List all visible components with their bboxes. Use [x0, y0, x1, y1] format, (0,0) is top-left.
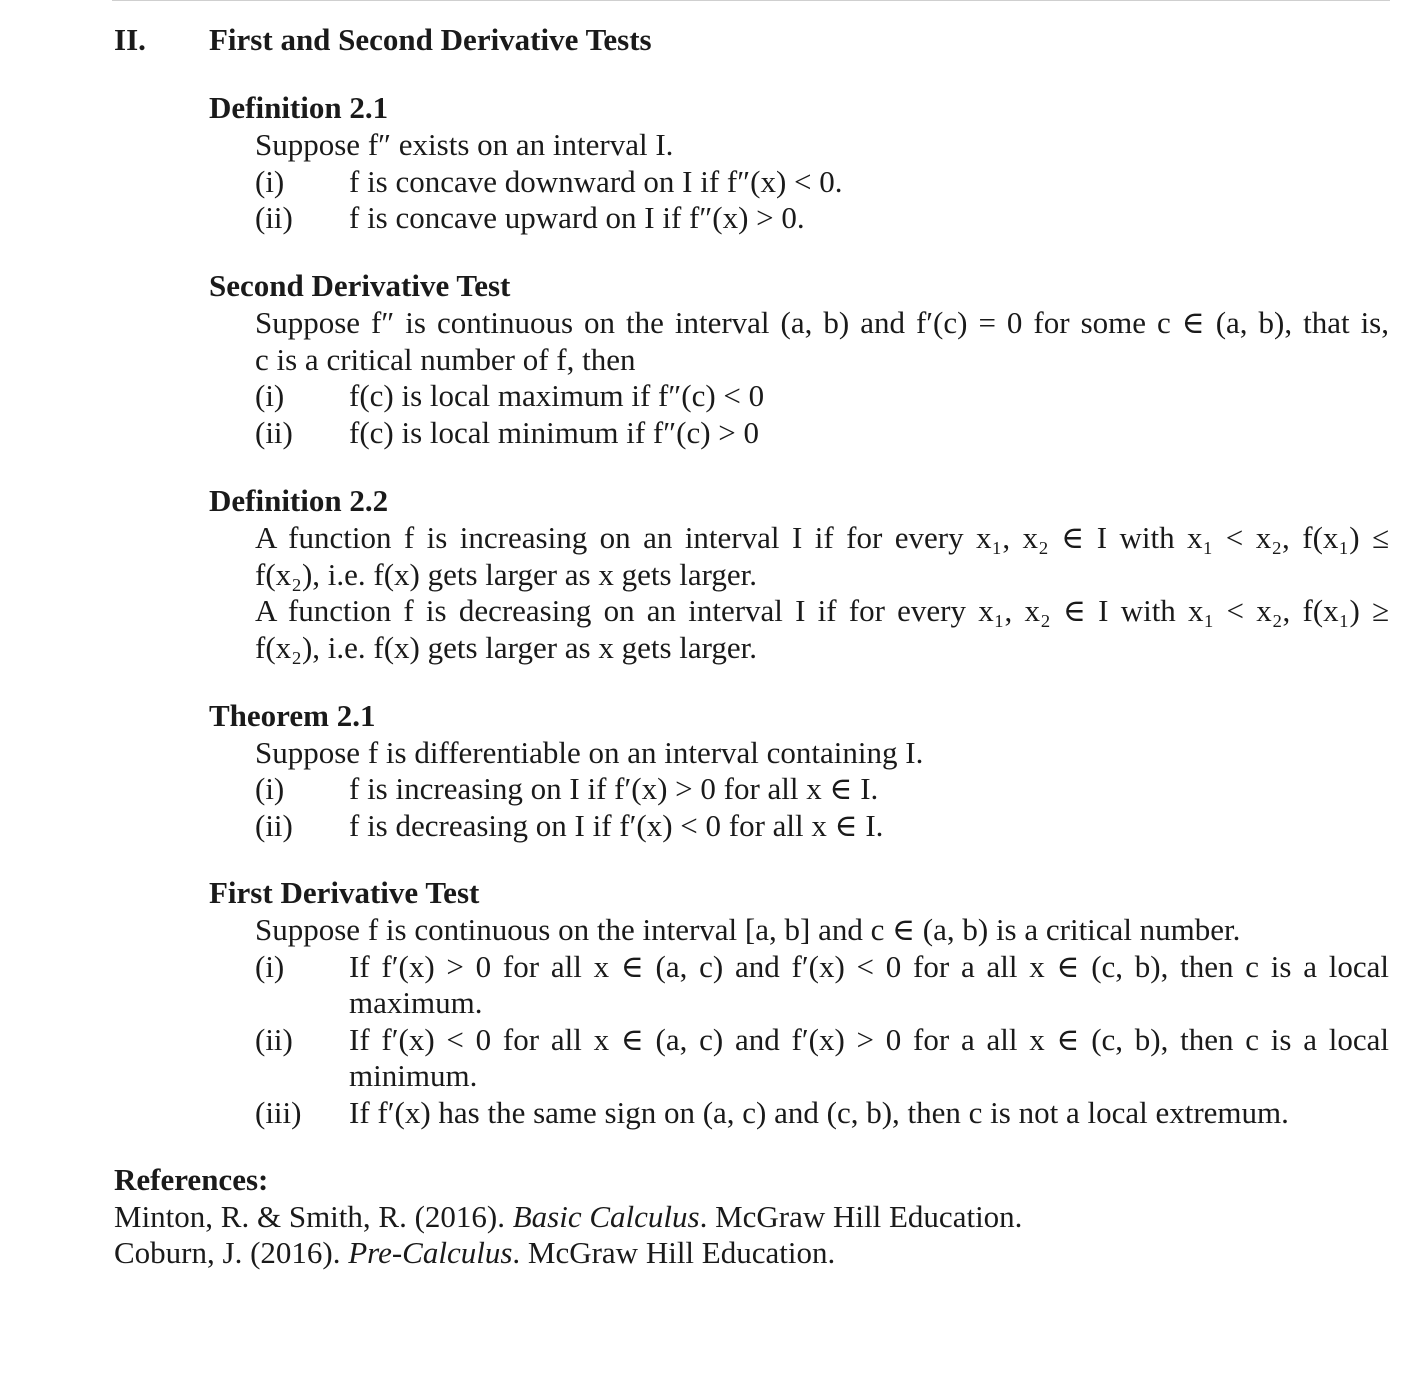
first-derivative-test-heading: First Derivative Test [209, 875, 480, 910]
item-label: (i) [255, 949, 285, 984]
second-derivative-test-intro: Suppose f″ is continuous on the interval (a, b) and f′(c) = 0 for some c ∈ (a, b), that is, [255, 305, 1389, 340]
definition-2-1-heading: Definition 2.1 [209, 90, 389, 125]
reference-entry [114, 1235, 835, 1271]
references-heading: References: [114, 1162, 269, 1197]
item-text: f is concave upward on I if f″(x) > 0. [349, 200, 805, 235]
second-derivative-test-heading: Second Derivative Test [209, 268, 511, 303]
definition-2-2-line: f(x₂), i.e. f(x) gets larger as x gets larger. [255, 630, 758, 665]
item-text: f(c) is local maximum if f″(c) < 0 [349, 378, 765, 413]
section-number: II. [114, 22, 146, 57]
item-text: If f′(x) < 0 for all x ∈ (a, c) and f′(x) > 0 for a all x ∈ (c, b), then c is a local [349, 1022, 1389, 1057]
item-text: If f′(x) has the same sign on (a, c) and (c, b), then c is not a local extremum. [349, 1095, 1289, 1130]
item-label: (i) [255, 378, 285, 413]
definition-2-2-line: f(x₂), i.e. f(x) gets larger as x gets larger. [255, 557, 758, 592]
item-label: (ii) [255, 415, 293, 450]
item-text-cont: maximum. [349, 985, 483, 1020]
definition-2-2-line: A function f is decreasing on an interval I if for every x₁, x₂ ∈ I with x₁ < x₂, f(x₁) ≥ [255, 593, 1389, 628]
item-text: f is increasing on I if f′(x) > 0 for all x ∈ I. [349, 771, 879, 806]
item-label: (i) [255, 771, 285, 806]
item-text-cont: minimum. [349, 1058, 478, 1093]
reference-title: Basic Calculus [512, 1199, 700, 1234]
item-label: (i) [255, 164, 285, 199]
reference-authors: Minton, R. & Smith, R. (2016). [114, 1199, 513, 1234]
first-derivative-test-intro: Suppose f is continuous on the interval [a, b] and c ∈ (a, b) is a critical number. [255, 912, 1241, 947]
item-text: f is concave downward on I if f″(x) < 0. [349, 164, 843, 199]
theorem-2-1-heading: Theorem 2.1 [209, 698, 376, 733]
definition-2-2-heading: Definition 2.2 [209, 483, 389, 518]
reference-publisher: . McGraw Hill Education. [699, 1199, 1023, 1234]
section-title: First and Second Derivative Tests [209, 22, 652, 57]
item-label: (ii) [255, 1022, 293, 1057]
item-text: If f′(x) > 0 for all x ∈ (a, c) and f′(x) < 0 for a all x ∈ (c, b), then c is a local [349, 949, 1389, 984]
top-rule [112, 0, 1390, 1]
reference-title: Pre-Calculus [348, 1235, 513, 1270]
theorem-2-1-intro: Suppose f is differentiable on an interval containing I. [255, 735, 924, 770]
reference-entry [114, 1199, 1022, 1235]
reference-publisher: . McGraw Hill Education. [512, 1235, 836, 1270]
item-text: f is decreasing on I if f′(x) < 0 for all x ∈ I. [349, 808, 884, 843]
item-label: (ii) [255, 808, 293, 843]
reference-authors: Coburn, J. (2016). [114, 1235, 349, 1270]
item-text: f(c) is local minimum if f″(c) > 0 [349, 415, 760, 450]
item-label: (iii) [255, 1095, 302, 1130]
second-derivative-test-intro-cont: c is a critical number of f, then [255, 342, 636, 377]
item-label: (ii) [255, 200, 293, 235]
definition-2-1-intro: Suppose f″ exists on an interval I. [255, 127, 674, 162]
definition-2-2-line: A function f is increasing on an interval I if for every x₁, x₂ ∈ I with x₁ < x₂, f(x₁) ≤ [255, 520, 1389, 555]
